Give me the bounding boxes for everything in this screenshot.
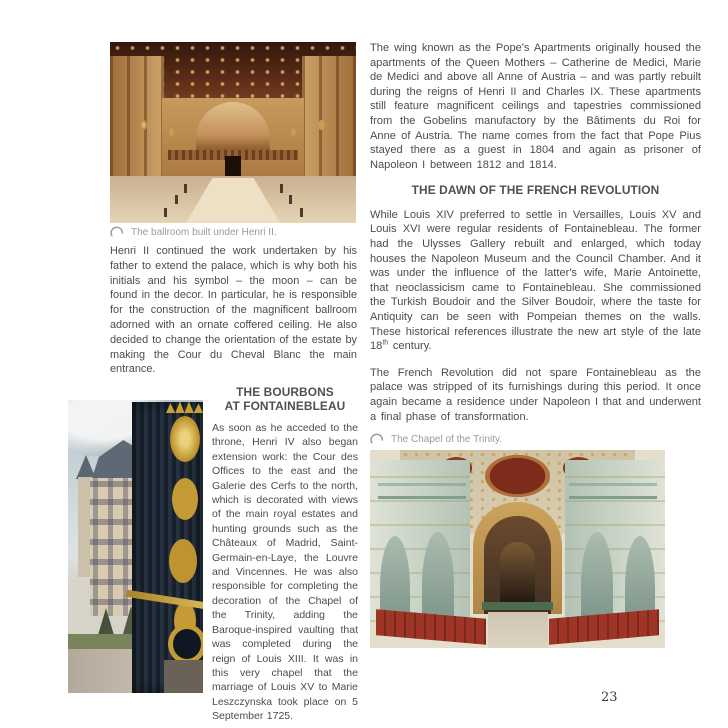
heading-bourbons-line2: AT FONTAINEBLEAU [224,398,346,413]
section-bourbons [212,386,358,724]
paragraph-revolution-1-text: While Louis XIV preferred to settle in Versailles, Louis XV and Louis XVI were regular residents of Fontainebleau. The former had the Ulysses Gallery rebuilt and enlarged, which today houses the Napoleon Museum and the Council Chamber. And it was under the influence of the latter's wife, Marie Antoinette, that neoclassicism came to Fontainebleau. She commissioned the Turkish Boudoir and the Silver Boudoir, where the taste for Antiquity can be seen with Pompeian themes on the walls. These historical references illustrate the new art style of the late 18 [370,208,701,353]
heading-french-revolution-text: THE DAWN OF THE FRENCH REVOLUTION [411,183,660,198]
chapel-gallery-rail-art [378,496,466,499]
paragraph-bourbons: As soon as he acceded to the throne, Henri IV also began extension work: the Cour des Offices to the east and the Galerie des Cerfs to the north, which is decorated with views of the main royal estates and hunting grounds such as the Châteaux of Madrid, Saint-Germain-en-Laye, the Louvre and Vincennes. He was also responsible for completing the decoration of the Chapel of the Trinity, adding the Baroque-inspired vaulting that was completed during the reign of Louis XIII. It was in this very chapel that the marriage of Louis XV to Marie Leszczynska took place on 5 September 1725. [212,422,358,723]
chapel-photo [370,450,665,648]
paragraph-revolution-1 [370,208,701,354]
right-column [370,41,701,648]
page-number: 23 [601,690,618,705]
caption-text: The Chapel of the Trinity. [391,433,502,445]
chapel-gallery-rail-art [569,496,657,499]
paragraph-popes-apartments: The wing known as the Pope's Apartments originally housed the apartments of the Queen Mothers – Catherine de Medici, Marie de Medici and above all Anne of Austria – and was partly rebuilt during the reigns of Henri II and Charles IX. These apartments still feature magnificent ceilings and tapestries commissioned from the Gobelins manufactory by the Bâtiments du Roi for Anne of Austria. The name comes from the fact that Pope Pius stayed there as a guest in 1804 and again as prisoner of Napoleon I between 1812 and 1814. [370,42,701,171]
ordinal-superscript: th [382,339,389,347]
gate-gold-ring-art [168,624,203,664]
photo-caption-chapel [370,433,701,445]
heading-bourbons-line1: THE BOURBONS [236,385,334,399]
curved-arrow-icon [370,433,385,445]
heading-french-revolution [370,184,701,198]
heading-bourbons [212,386,358,413]
palace-gate-photo [68,400,203,693]
paragraph-revolution-2: The French Revolution did not spare Fontainebleau as the palace was stripped of its furnishings during this period. It once again became a residence under Napoleon I that and underwent a final phase of transformation. [370,366,701,423]
paragraph-henri-ii: Henri II continued the work undertaken by his father to extend the palace, which is why both his initials and his symbol – the moon – can be found in the decor. In particular, he is responsible for the construction of the magnificent ballroom adorned with an ornate coffered ceiling. He also decided to change the orientation of the estate by making the Cour du Cheval Blanc the main entrance. [110,245,357,376]
chapel-aisle-floor-art [488,612,548,648]
ballroom-chandeliers-art [140,120,147,130]
ballroom-doorway-art [225,156,241,178]
ballroom-left-wall-art [110,56,164,180]
ballroom-right-wall-art [302,56,356,180]
paragraph-revolution-1-tail: century. [388,340,432,353]
chapel-altar-rail-art [482,602,553,610]
gate-gold-medallions-art [170,416,200,462]
ballroom-photo [110,42,356,223]
photo-caption-ballroom [110,226,356,238]
ballroom-stanchions-art [184,184,187,193]
gate-stone-base-art [164,660,203,693]
caption-text: The ballroom built under Henri II. [131,226,277,238]
curved-arrow-icon [110,226,125,238]
chapel-altarpiece-art [500,542,535,602]
